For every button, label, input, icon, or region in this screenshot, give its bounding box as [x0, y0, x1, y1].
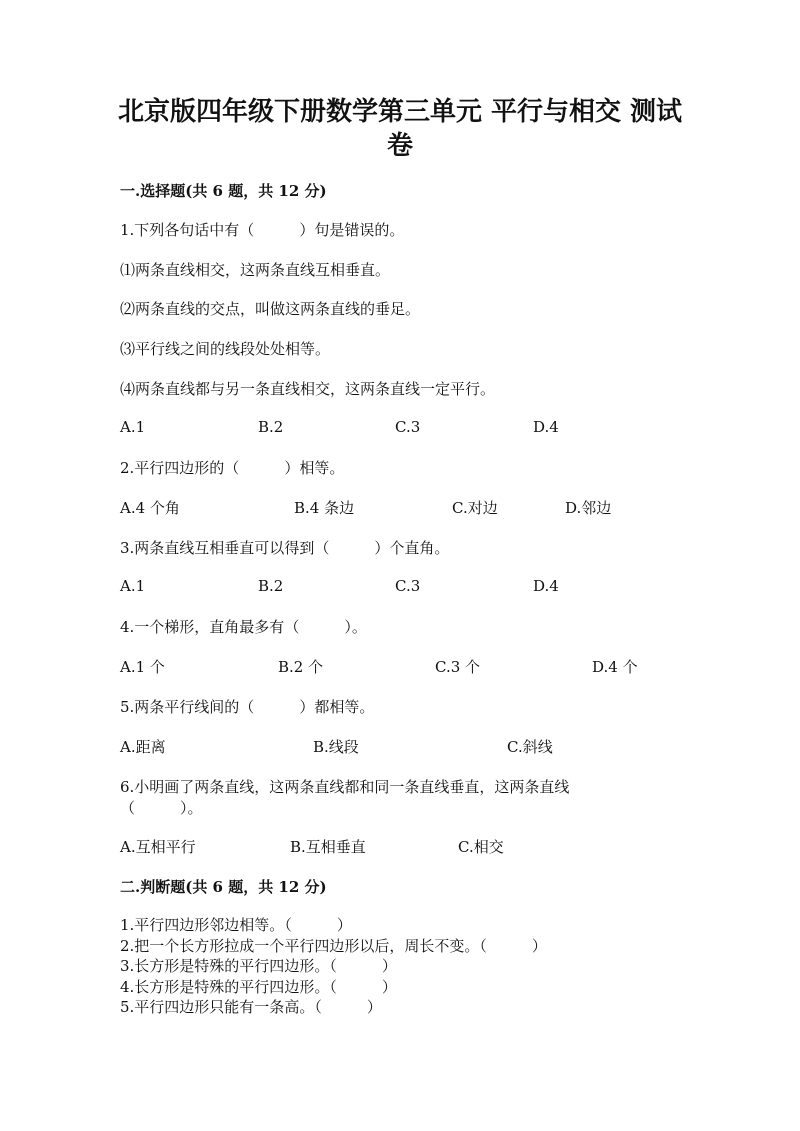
question-1-options: [120, 418, 720, 438]
question-6-stem-cont: （ ）。: [120, 799, 203, 817]
option-b: B.2: [258, 577, 284, 595]
option-d: D.4: [533, 418, 559, 436]
option-a: A.1 个: [120, 658, 165, 676]
option-c: C.斜线: [507, 738, 553, 756]
judge-item: 2.把一个长方形拉成一个平行四边形以后，周长不变。（ ）: [120, 936, 547, 955]
title-line-1: 北京版四年级下册数学第三单元 平行与相交 测试: [117, 97, 683, 127]
title-line-2: 卷: [386, 131, 413, 161]
question-1-statement-2: ⑵两条直线的交点，叫做这两条直线的垂足。: [120, 300, 421, 318]
option-a: A.4 个角: [120, 499, 180, 517]
judge-list: [120, 915, 547, 1018]
option-b: B.2: [258, 418, 284, 436]
option-c: C.3: [395, 418, 421, 436]
option-d: D.4: [533, 577, 559, 595]
judge-item: 5.平行四边形只能有一条高。（ ）: [120, 998, 382, 1016]
question-3-options: [120, 577, 720, 597]
question-1-stem: 1.下列各句话中有（ ）句是错误的。: [120, 221, 405, 239]
option-a: A.距离: [120, 738, 166, 756]
judge-item: 3.长方形是特殊的平行四边形。（ ）: [120, 957, 397, 975]
question-2-options: [120, 497, 720, 517]
option-b: B.2 个: [278, 658, 324, 676]
option-a: A.互相平行: [120, 838, 196, 856]
question-6-stem: 6.小明画了两条直线，这两条直线都和同一条直线垂直，这两条直线: [120, 778, 570, 796]
page-title: [60, 95, 740, 163]
question-4-options: [120, 656, 720, 676]
option-c: C.相交: [458, 838, 504, 856]
question-5-stem: 5.两条平行线间的（ ）都相等。: [120, 698, 375, 716]
option-b: B.线段: [313, 738, 359, 756]
option-d: D.邻边: [565, 499, 612, 517]
option-a: A.1: [120, 418, 146, 436]
question-3-stem: 3.两条直线互相垂直可以得到（ ）个直角。: [120, 539, 450, 557]
option-d: D.4 个: [592, 658, 638, 676]
question-6-options: [120, 836, 720, 856]
option-c: C.3: [395, 577, 421, 595]
question-1-statement-3: ⑶平行线之间的线段处处相等。: [120, 340, 331, 358]
question-1-statement-1: ⑴两条直线相交，这两条直线互相垂直。: [120, 261, 391, 279]
question-4-stem: 4.一个梯形，直角最多有（ ）。: [120, 618, 367, 636]
question-2-stem: 2.平行四边形的（ ）相等。: [120, 459, 345, 477]
section-heading-judge: 二.判断题(共 6 题，共 12 分): [120, 878, 327, 896]
section-heading-choice: 一.选择题(共 6 题，共 12 分): [120, 182, 327, 200]
question-5-options: [120, 736, 720, 756]
option-b: B.4 条边: [294, 499, 355, 517]
option-b: B.互相垂直: [290, 838, 366, 856]
question-1-statement-4: ⑷两条直线都与另一条直线相交，这两条直线一定平行。: [120, 380, 496, 398]
judge-item: 4.长方形是特殊的平行四边形。（ ）: [120, 977, 397, 996]
option-a: A.1: [120, 577, 146, 595]
option-c: C.3 个: [435, 658, 481, 676]
option-c: C.对边: [452, 499, 498, 517]
judge-item: 1.平行四边形邻边相等。（ ）: [120, 916, 352, 934]
